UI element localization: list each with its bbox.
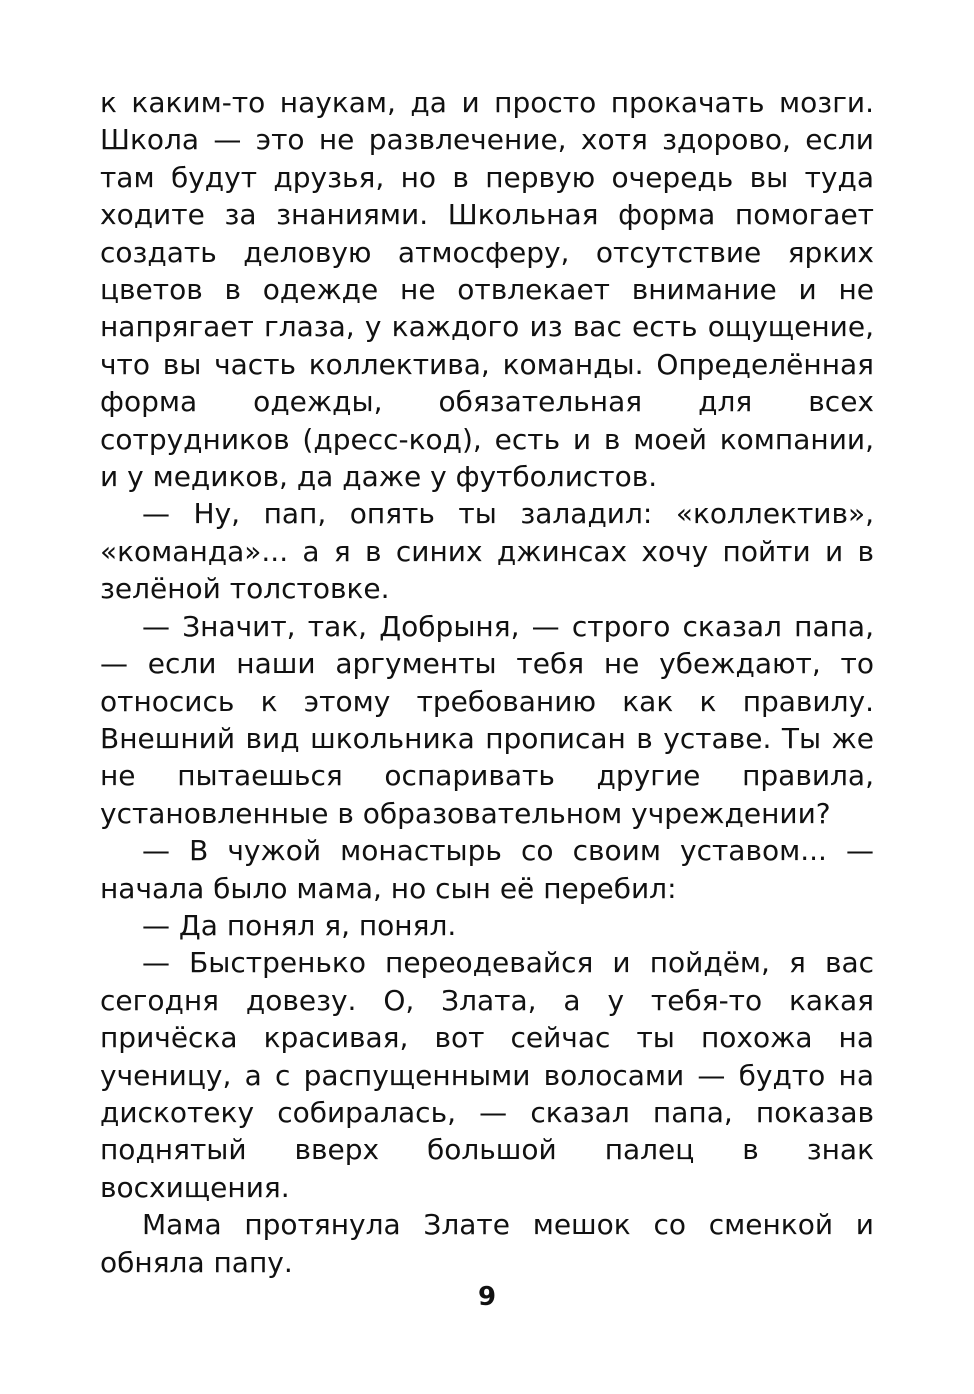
paragraph-dialogue-mama: — В чужой монастырь со своим уставом... — начала было мама, но сын её перебил: — [100, 834, 874, 905]
page-number: 9 — [477, 1282, 497, 1312]
body-text — [100, 84, 874, 1281]
paragraph-narration-ending: Мама протянула Злате мешок со сменкой и обняла папу. — [100, 1208, 874, 1279]
paragraph-dialogue-dobrynya: — Ну, пап, опять ты заладил: «коллектив», «команда»... а я в синих джинсах хочу пойти и в зелёной толстовке. — [100, 497, 874, 606]
paragraph-continuation: к каким-то наукам, да и просто прокачать мозги. Школа — это не развлечение, хотя здорово, если там будут друзья, но в первую очередь вы туда ходите за знаниями. Школьная форма помогает создать деловую атмосферу, отсутствие ярких цветов в одежде не отвлекает внимание и не напрягает глаза, у каждого из вас есть ощущение, что вы часть коллектива, команды. Определённая форма одежды, обязательная для всех сотрудников (дресс-код), есть и в моей компании, и у медиков, да даже у футболистов. — [100, 86, 874, 494]
paragraph-dialogue-papa: — Значит, так, Добрыня, — строго сказал папа, — если наши аргументы тебя не убеждают, то относись к этому требованию как к правилу. Внешний вид школьника прописан в уставе. Ты же не пытаешься оспаривать другие правила, установленные в образовательном учреждении? — [100, 609, 874, 830]
paragraph-dialogue-papa-zlata: — Быстренько переодевайся и пойдём, я вас сегодня довезу. О, Злата, а у тебя-то какая причёска красивая, вот сейчас ты похожа на ученицу, а с распущенными волосами — будто на дискотеку собиралась, — сказал папа, показав поднятый вверх большой палец в знак восхищения. — [100, 946, 874, 1204]
paragraph-dialogue-dobrynya-reply: — Да понял я, понял. — [142, 908, 457, 942]
